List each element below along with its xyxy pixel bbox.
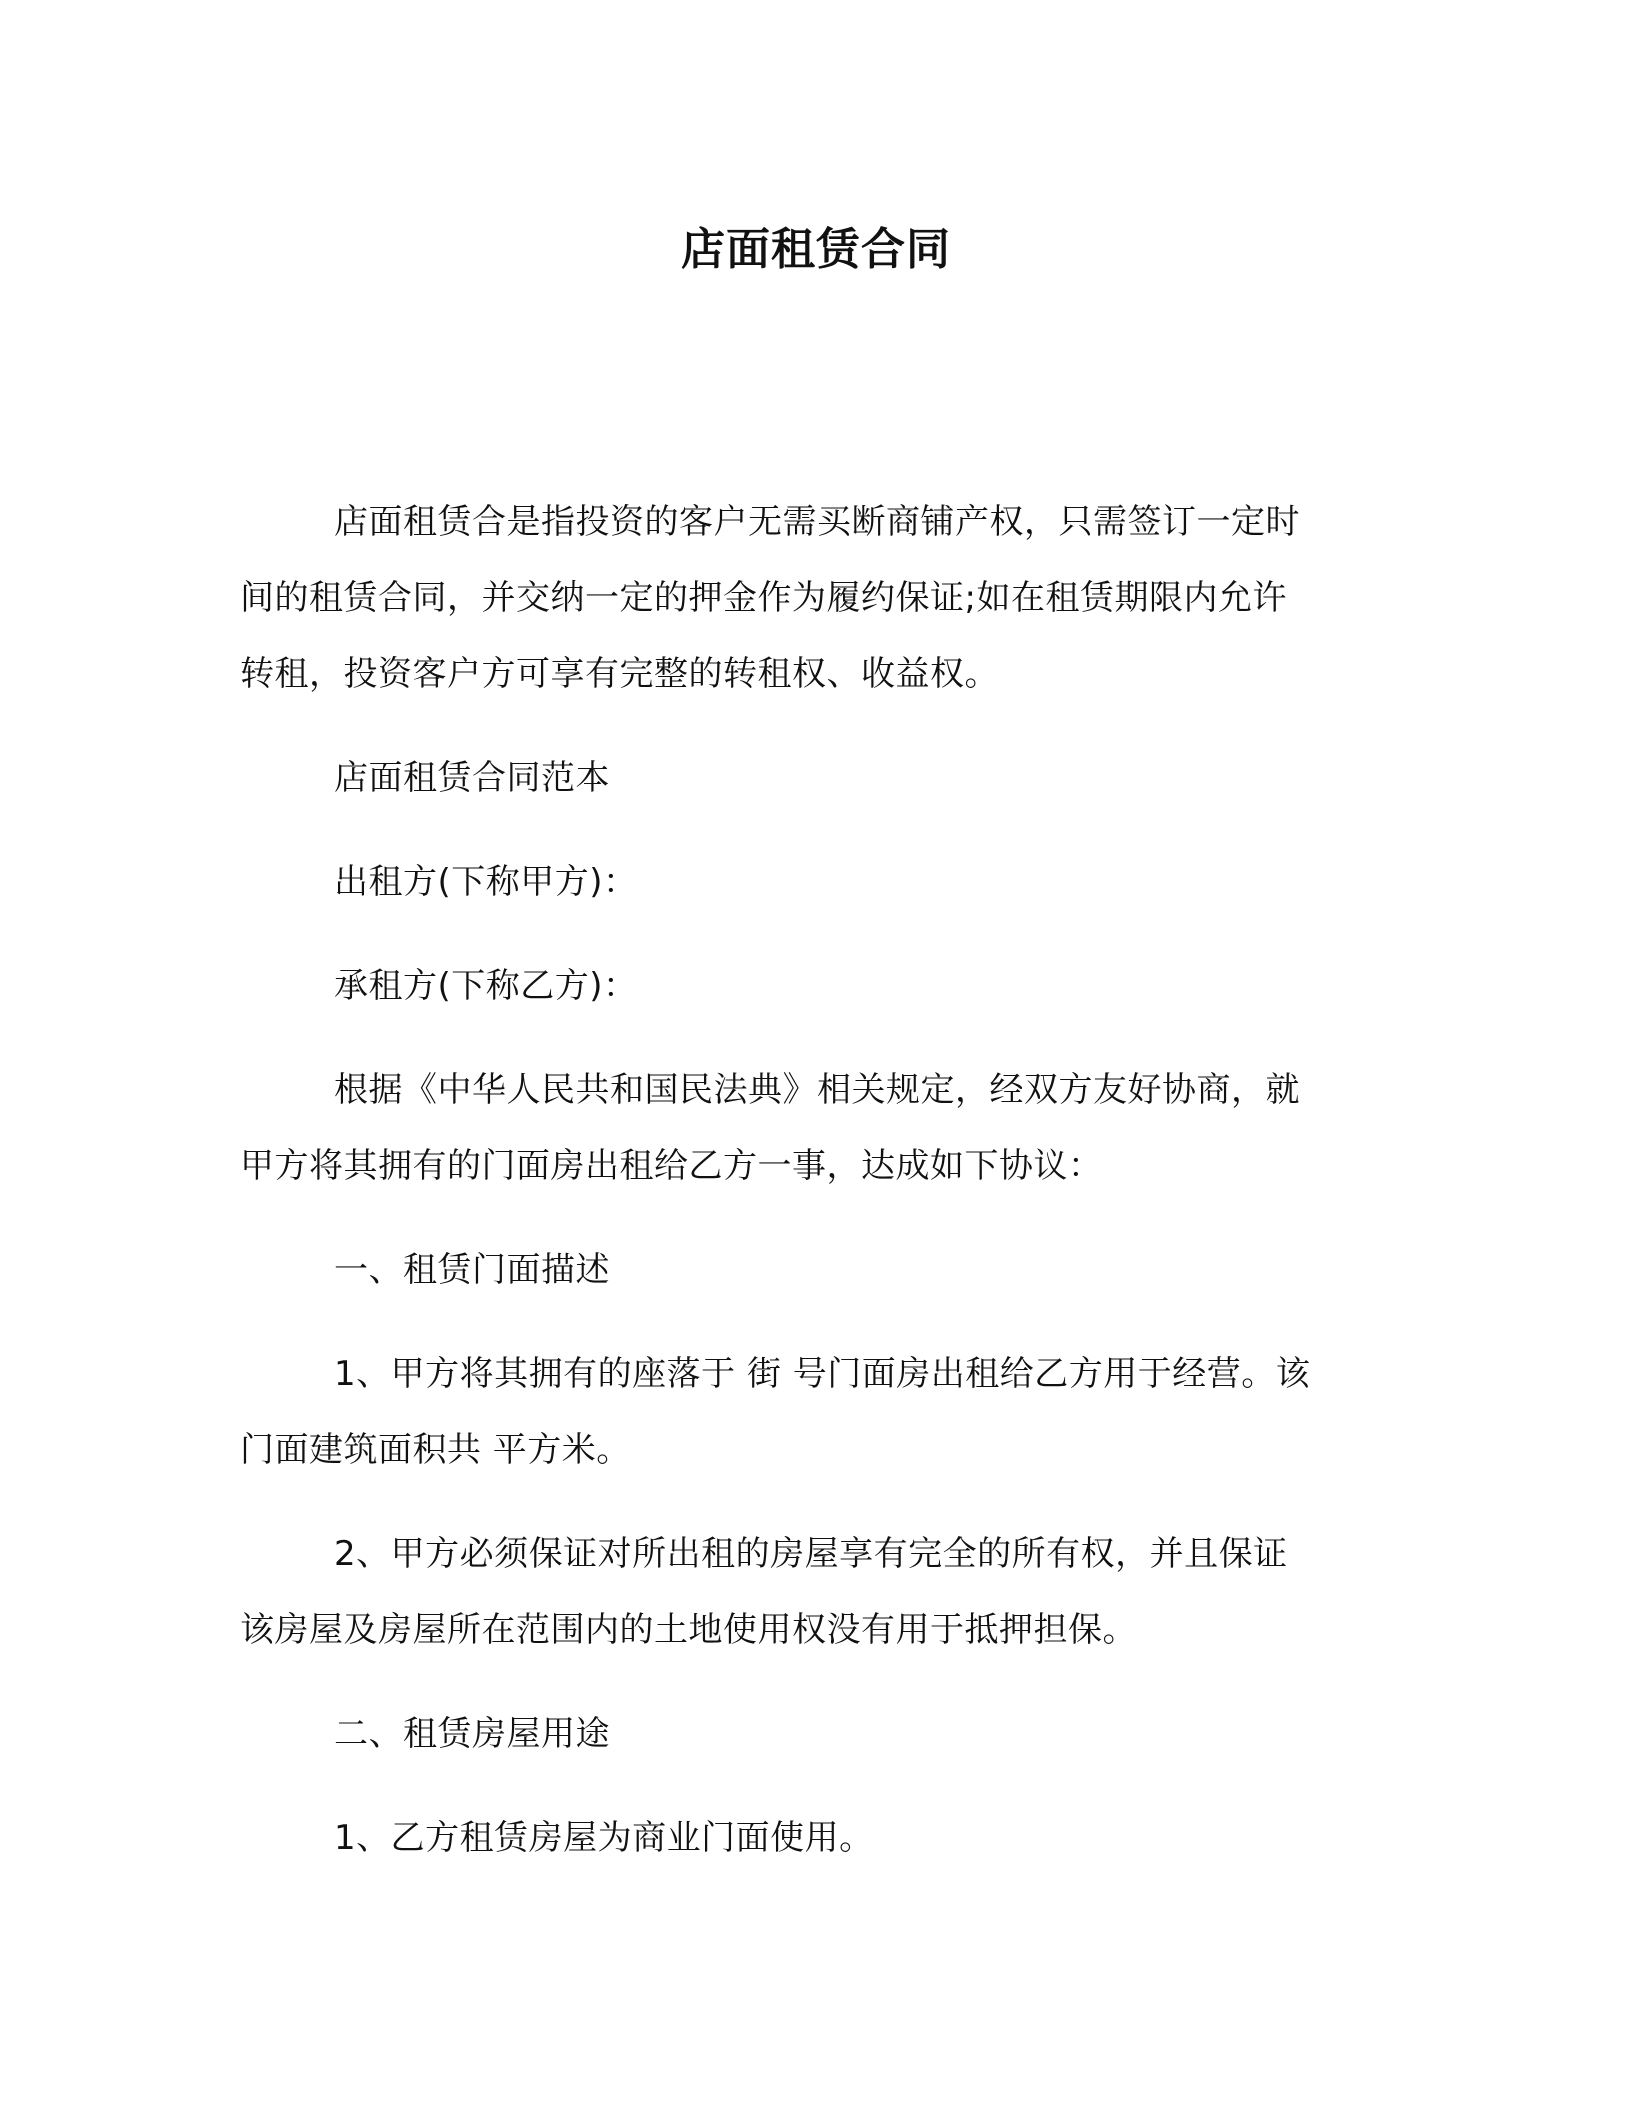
section2-item1: 1、乙方租赁房屋为商业门面使用。 [334, 1818, 874, 1858]
section1-item1 [240, 1336, 1390, 1488]
section1-item2-line-1: 2、甲方必须保证对所出租的房屋享有完全的所有权，并且保证 [334, 1534, 1288, 1574]
basis-line-2: 甲方将其拥有的门面房出租给乙方一事，达成如下协议： [240, 1146, 1103, 1186]
lessor-label: 出租方(下称甲方)： [334, 862, 638, 902]
section1-heading: 一、租赁门面描述 [334, 1250, 610, 1290]
intro-line-3: 转租，投资客户方可享有完整的转租权、收益权。 [240, 654, 999, 694]
section1-item1-line-1: 1、甲方将其拥有的座落于 街 号门面房出租给乙方用于经营。该 [334, 1354, 1311, 1394]
document-body [240, 484, 1390, 1876]
basis-line-1: 根据《中华人民共和国民法典》相关规定，经双方友好协商，就 [334, 1070, 1300, 1110]
section1-item2 [240, 1516, 1390, 1668]
basis-paragraph [240, 1052, 1390, 1204]
lessee-label: 承租方(下称乙方)： [334, 966, 638, 1006]
intro-line-2: 间的租赁合同，并交纳一定的押金作为履约保证;如在租赁期限内允许 [240, 578, 1287, 618]
template-heading: 店面租赁合同范本 [334, 758, 610, 798]
intro-paragraph [240, 484, 1390, 712]
section2-heading: 二、租赁房屋用途 [334, 1714, 610, 1754]
document-title: 店面租赁合同 [681, 224, 951, 275]
section1-item2-line-2: 该房屋及房屋所在范围内的土地使用权没有用于抵押担保。 [240, 1610, 1137, 1650]
intro-line-1: 店面租赁合是指投资的客户无需买断商铺产权，只需签订一定时 [334, 502, 1300, 542]
section1-item1-line-2: 门面建筑面积共 平方米。 [240, 1430, 631, 1470]
